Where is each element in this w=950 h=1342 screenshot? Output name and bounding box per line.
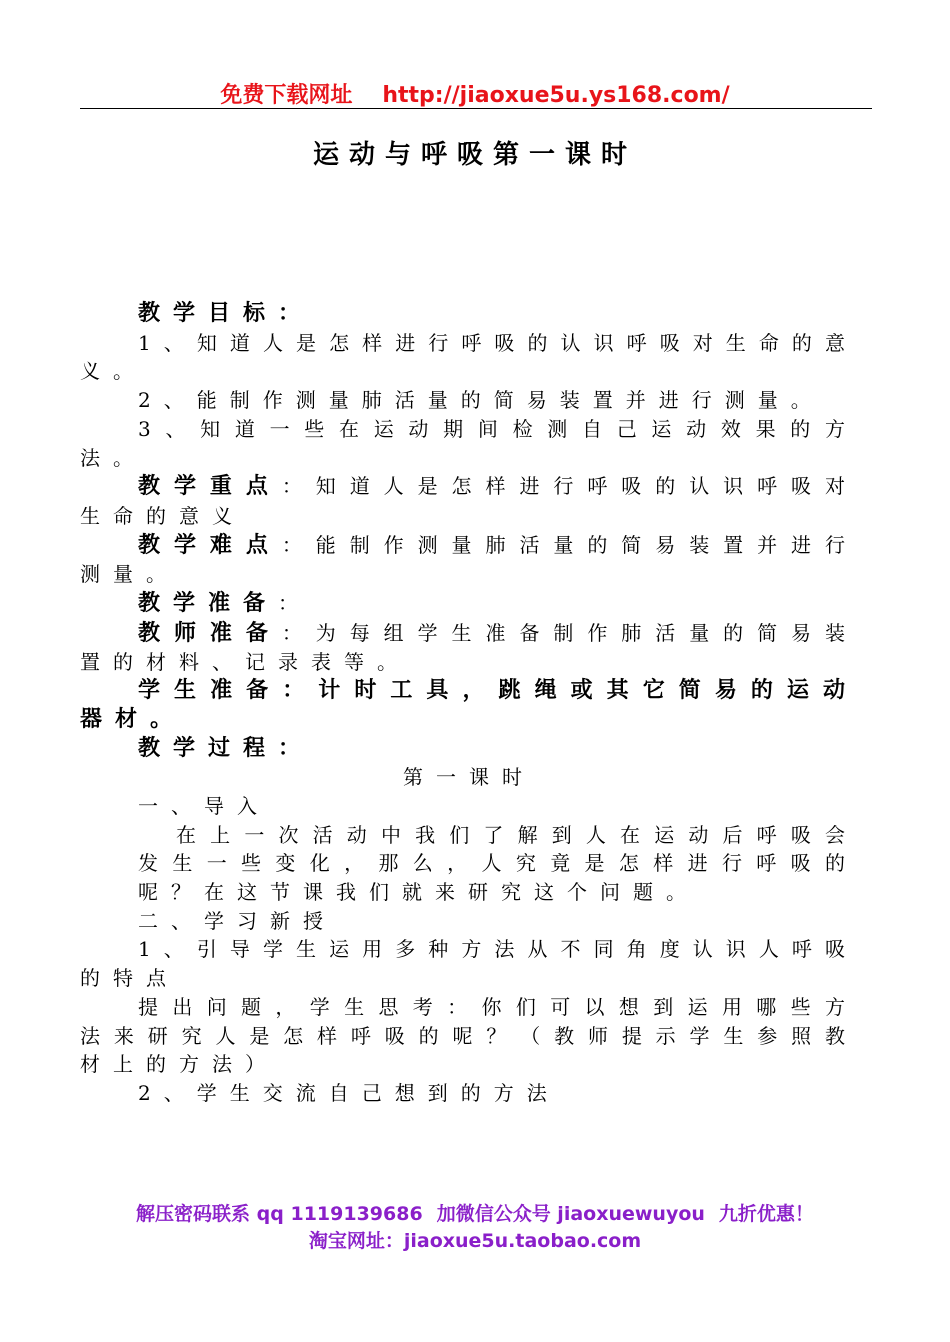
header-divider xyxy=(80,108,872,109)
section1-title: 一、导入 xyxy=(138,793,270,818)
objective-item-2: 2、能制作测量肺活量的简易装置并进行测量。 xyxy=(138,388,824,413)
key-point: 教学重点：知道人是怎样进行呼吸的认识呼吸对生命的意义 xyxy=(80,474,859,528)
process-heading: 教学过程： xyxy=(138,735,314,761)
student-prep: 学生准备：计时工具，跳绳或其它简易的运动器材。 xyxy=(80,678,858,732)
section2-title: 二、学习新授 xyxy=(138,908,336,933)
objective-item-3: 3、知道一些在运动期间检测自己运动效果的方法。 xyxy=(80,416,858,470)
student-prep-label: 学生准备 xyxy=(138,678,283,704)
key-point-text: 知道人是怎样进行呼吸的认识呼吸对生命的意义 xyxy=(80,474,859,528)
footer-contact xyxy=(0,1199,950,1226)
difficulty-label: 教学难点 xyxy=(138,532,282,558)
difficulty: 教学难点：能制作测量肺活量的简易装置并进行测量。 xyxy=(80,532,859,587)
preparation-label: 教学准备 xyxy=(138,591,279,617)
objectives-heading: 教学目标： xyxy=(138,301,314,326)
preparation: 教学准备： xyxy=(138,591,312,617)
footer-discount: 九折优惠！ xyxy=(718,1203,814,1225)
footer-shop-label: 淘宝网址： xyxy=(308,1230,404,1252)
download-header xyxy=(0,78,950,109)
footer-shop xyxy=(0,1226,950,1253)
section2-step2: 2、学生交流自己想到的方法 xyxy=(138,1080,560,1105)
footer-wechat: 加微信公众号 jiaoxuewuyou xyxy=(436,1203,705,1225)
footer-shop-link[interactable]: jiaoxue5u.taobao.com xyxy=(403,1230,642,1252)
page-title: 运动与呼吸第一课时 xyxy=(312,140,637,170)
document-body xyxy=(80,300,858,1108)
download-label: 免费下载网址 xyxy=(220,83,353,108)
section1-text: 在上一次活动中我们了解到人在运动后呼吸会发生一些变化，那么，人究竟是怎样进行呼吸的呢？在这节课我们就来研究这个问题。 xyxy=(138,822,858,905)
teacher-prep: 教师准备：为每组学生准备制作肺活量的简易装置的材料、记录表等。 xyxy=(80,620,859,675)
teacher-prep-label: 教师准备 xyxy=(138,620,282,646)
difficulty-text: 能制作测量肺活量的简易装置并进行测量。 xyxy=(80,532,859,587)
footer-password: 解压密码联系 qq 1119139686 xyxy=(136,1203,423,1225)
key-point-label: 教学重点 xyxy=(138,474,282,500)
section2-prompt: 提出问题，学生思考：你们可以想到运用哪些方法来研究人是怎样呼吸的呢？（教师提示学生参照教材上的方法） xyxy=(80,994,858,1077)
section2-step1: 1、引导学生运用多种方法从不同角度认识人呼吸的特点 xyxy=(80,937,858,991)
objective-item-1: 1、知道人是怎样进行呼吸的认识呼吸对生命的意义。 xyxy=(80,330,858,384)
teacher-prep-text: 为每组学生准备制作肺活量的简易装置的材料、记录表等。 xyxy=(80,620,859,675)
student-prep-text: 计时工具，跳绳或其它简易的运动器材。 xyxy=(80,678,858,732)
download-url-link[interactable]: http://jiaoxue5u.ys168.com/ xyxy=(382,83,730,108)
lesson-heading: 第一课时 xyxy=(403,765,535,790)
